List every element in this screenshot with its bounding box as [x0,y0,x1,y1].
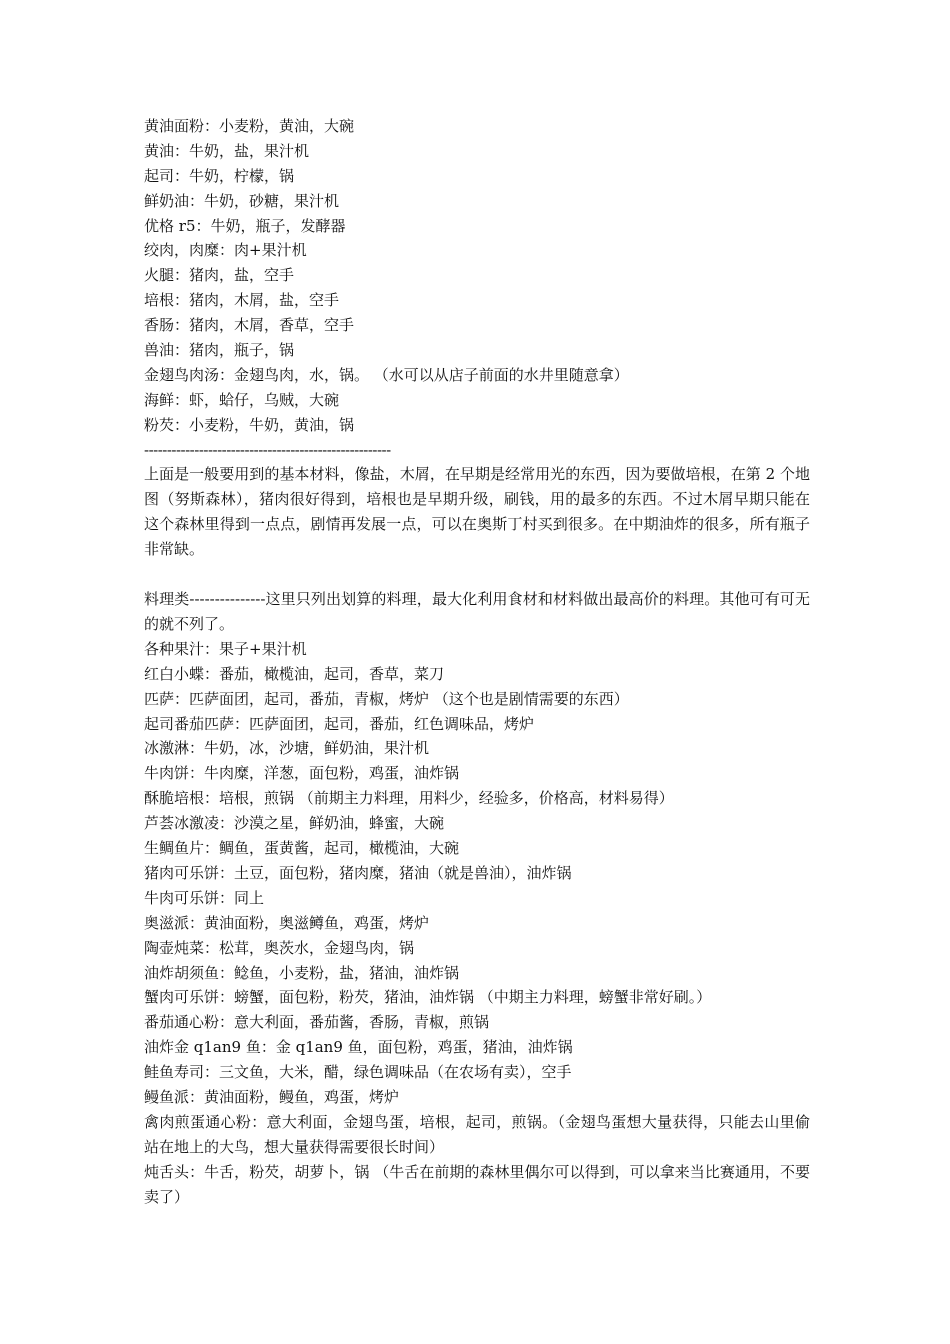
dish-line: 奥滋派：黄油面粉，奥滋鳟鱼，鸡蛋，烤炉 [144,913,430,932]
dashed-divider: ------------------------------------------------------ [144,440,391,459]
material-line: 火腿：猪肉，盐，空手 [144,266,295,285]
dish-line: 芦荟冰激凌：沙漠之星，鲜奶油，蜂蜜，大碗 [144,814,445,833]
materials-list [144,114,810,438]
material-line: 绞肉，肉糜：肉+果汁机 [144,241,307,260]
blank-line [144,562,810,587]
dish-line: 油炸胡须鱼：鲶鱼，小麦粉，盐，猪油，油炸锅 [144,963,460,982]
dish-line: 红白小蝶：番茄，橄榄油，起司，香草，菜刀 [144,664,445,683]
dish-line: 冰激淋：牛奶，冰，沙塘，鲜奶油，果汁机 [144,739,430,758]
dish-line: 猪肉可乐饼：土豆，面包粉，猪肉糜，猪油（就是兽油），油炸锅 [144,863,572,882]
material-line: 黄油面粉：小麦粉，黄油，大碗 [144,117,355,135]
material-line: 金翅鸟肉汤：金翅鸟肉，水，锅。 （水可以从店子前面的水井里随意拿） [144,365,629,384]
dishes-list [144,637,810,1210]
dishes-intro: 料理类---------------这里只列出划算的料理，最大化利用食材和材料做出最高价的料理。其他可有可无的就不列了。 [144,589,810,633]
material-line: 香肠：猪肉，木屑，香草，空手 [144,316,355,335]
dish-line: 蟹肉可乐饼：螃蟹，面包粉，粉芡，猪油，油炸锅 （中期主力料理，螃蟹非常好刷。） [144,988,712,1007]
dish-line: 生鲷鱼片：鲷鱼，蛋黄酱，起司，橄榄油，大碗 [144,839,460,858]
material-line: 黄油：牛奶，盐，果汁机 [144,141,310,160]
dish-line: 牛肉可乐饼：同上 [144,888,265,907]
dish-line: 酥脆培根：培根，煎锅 （前期主力料理，用料少，经验多，价格高，材料易得） [144,789,674,808]
dish-line: 陶壶炖菜：松茸，奥茨水，金翅鸟肉，锅 [144,938,415,957]
materials-note: 上面是一般要用到的基本材料，像盐，木屑，在早期是经常用光的东西，因为要做培根，在第 2 个地图（努斯森林），猪肉很好得到，培根也是早期升级，刷钱，用的最多的东西。不过木屑早期只能在这个森林里得到一点点，剧情再发展一点，可以在奥斯丁村买到很多。在中期油炸的很多，所有瓶子非常缺。 [144,465,810,559]
dish-line: 各种果汁：果子+果汁机 [144,639,307,658]
material-line: 鲜奶油：牛奶，砂糖，果汁机 [144,191,340,210]
dish-line: 匹萨：匹萨面团，起司，番茄，青椒，烤炉 （这个也是剧情需要的东西） [144,689,629,708]
material-line: 海鲜：虾，蛤仔，乌贼，大碗 [144,390,340,409]
dish-line: 鳗鱼派：黄油面粉，鳗鱼，鸡蛋，烤炉 [144,1088,400,1107]
dish-line: 鲑鱼寿司：三文鱼，大米，醋，绿色调味品（在农场有卖），空手 [144,1063,572,1082]
dish-line: 炖舌头：牛舌，粉芡，胡萝卜，锅 （牛舌在前期的森林里偶尔可以得到，可以拿来当比赛通用，不要卖了） [144,1162,810,1206]
dish-line: 油炸金 q1an9 鱼：金 q1an9 鱼，面包粉，鸡蛋，猪油，油炸锅 [144,1038,573,1057]
dish-line: 牛肉饼：牛肉糜，洋葱，面包粉，鸡蛋，油炸锅 [144,764,460,783]
material-line: 优格 r5：牛奶，瓶子，发酵器 [144,216,346,235]
material-line: 培根：猪肉，木屑，盐，空手 [144,291,340,310]
material-line: 粉芡：小麦粉，牛奶，黄油，锅 [144,415,355,434]
dish-line: 禽肉煎蛋通心粉：意大利面，金翅鸟蛋，培根，起司，煎锅。（金翅鸟蛋想大量获得，只能去山里偷站在地上的大鸟，想大量获得需要很长时间） [144,1113,810,1156]
dish-line: 起司番茄匹萨：匹萨面团，起司，番茄，红色调味品，烤炉 [144,714,535,733]
document-body [144,114,810,1210]
material-line: 起司：牛奶，柠檬，锅 [144,166,295,185]
dish-line: 番茄通心粉：意大利面，番茄酱，香肠，青椒，煎锅 [144,1013,490,1032]
material-line: 兽油：猪肉，瓶子，锅 [144,341,295,360]
